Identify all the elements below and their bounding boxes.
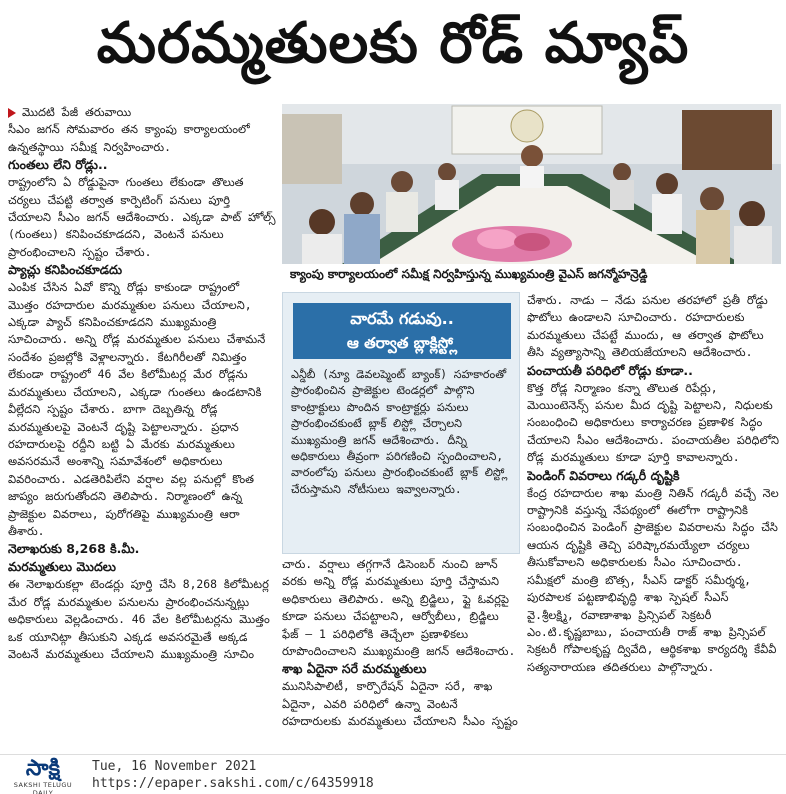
- paragraph: చేశారు. నాడు – నేడు పనుల తరహాలో ప్రతీ రోడ్డు ఫొటోలు ఉండాలని సూచించారు. రహదారులకు మరమ్మతులు చేపట్టే ముందు, ఆ తర్వాత ఫొటోలు తీసి వ్యత్యాసాన్ని తెలియజేయాలని ఆదేశించారు.: [527, 293, 768, 360]
- highlight-title-line2: ఆ తర్వాత బ్లాక్లిస్ట్లో: [346, 334, 458, 352]
- paragraph: ఈ నెలాఖరుకల్లా టెండర్లు పూర్తి చేసి 8,268 కిలోమీటర్ల మేర రోడ్ల మరమ్మతుల పనులను ప్రారంభించనున్నట్లు అధికారులు వెల్లడించారు. 46 వేల కిలోమీటర్లను మొత్తం ఒక యూనిట్గా తీసుకుని ఎక్కడ అవసరమైతే అక్కడ వెంటనే మరమ్మతులు చేయాలని ముఖ్యమంత్రి సూచిం: [8, 577, 270, 661]
- article-column-left: [8, 104, 276, 750]
- subheading: ప్యాచ్లు కనిపించకూడదు: [8, 262, 123, 278]
- epaper-link[interactable]: https://epaper.sakshi.com/c/64359918: [92, 776, 374, 791]
- edition-date: Tue, 16 November 2021: [92, 759, 257, 774]
- headline: మరమ్మతులకు రోడ్ మ్యాప్: [96, 10, 690, 76]
- paragraph: ఎంపిక చేసిన ఏవో కొన్ని రోడ్లు కాకుండా రాష్ట్రంలో మొత్తం రహదారుల మరమ్మతుల పనులు చేయాలని, ఎక్కడా ప్యాచ్ కనిపించకూడదని ముఖ్యమంత్రి సూచించారు. అన్ని రోడ్ల మరమ్మతుల పనులు చేశామనే సందేశం ప్రజల్లోకి వెళ్లాలన్నారు. కేటగిరీలతో నిమిత్తం లేకుండా రాష్ట్రంలో 46 వేల కిలోమీటర్ల మేర రోడ్లను మరమ్మతులు చేయాలని, ఎక్కడా గుంతలు ఉండటానికి వీల్లేదని స్పష్టం చేశారు. బాగా దెబ్బతిన్న రోడ్ల మరమ్మతులపై వెంటనే దృష్టి పెట్టాలన్నారు. ప్రధాన రహదారులపై రద్దీని బట్టి ఏ మేరకు మరమ్మతులు అవసరమనే అంశాన్ని సమావేశంలో అధికారులు వివరించారు. ఎడతెరిపిలేని వర్షాల వల్ల పనుల్లో కొంత జాప్యం జరుగుతోందని తెలిపారు. నిర్మాణంలో ఉన్న ప్రాజెక్టుల వివరాలు, పురోగతిపై ముఖ్యమంత్రి ఆరా తీశారు.: [8, 280, 266, 538]
- highlight-box-title: [293, 303, 511, 359]
- triangle-marker-icon: [8, 108, 16, 118]
- photo-caption: క్యాంపు కార్యాలయంలో సమీక్ష నిర్వహిస్తున్న ముఖ్యమంత్రి వైఎస్ జగన్మోహన్రెడ్డి: [290, 267, 648, 281]
- subheading: పెండింగ్ వివరాలు గడ్కరీ దృష్టికి: [527, 467, 680, 483]
- highlight-box: [282, 292, 520, 554]
- subheading: పంచాయతీ పరిధిలో రోడ్లు కూడా..: [527, 362, 693, 378]
- paragraph: రాష్ట్రంలోని ఏ రోడ్డుపైనా గుంతలు లేకుండా తొలుత చర్యలు చేపట్టి తర్వాత కార్పెటింగ్ పనులు పూర్తి చేయాలని సీఎం జగన్ ఆదేశించారు. ఎక్కడా పాట్ హోల్స్ (గుంతలు) కనిపించకూడదని, వెంటనే పనులు ప్రారంభించాలని స్పష్టం చేశారు.: [8, 175, 276, 259]
- subheading: మరమ్మతులు మొదలు: [8, 559, 116, 575]
- continuation-text: మొదటి పేజీ తరువాయి: [22, 105, 132, 119]
- logo-wordmark: సాక్షి: [25, 756, 61, 781]
- article-column-middle: [282, 556, 520, 750]
- subheading: శాఖ ఏదైనా సరే మరమ్మతులు: [282, 661, 427, 677]
- paragraph: మునిసిపాలిటీ, కార్పొరేషన్ ఏదైనా సరే, శాఖ ఏదైనా, ఎవరి పరిధిలో ఉన్నా వెంటనే రహదారులకు మరమ్మతులు చేయాలని సీఎం స్పష్టం: [282, 679, 518, 729]
- paragraph: సీఎం జగన్ సోమవారం తన క్యాంపు కార్యాలయంలో ఉన్నతస్థాయి సమీక్ష నిర్వహించారు.: [8, 122, 250, 154]
- paragraph: కొత్త రోడ్ల నిర్మాణం కన్నా తొలుత రిపేర్లు, మెయింటెనెన్స్ పనుల మీద దృష్టి పెట్టాలని, నిధులకు సంబంధించి అధికారులు కార్యాచరణ ప్రణాళిక సిద్ధం చేయాలని సీఎం ఆదేశించారు. పంచాయతీల పరిధిలోని రోడ్ల మరమ్మతులు కూడా పూర్తి కావాలన్నారు.: [527, 380, 780, 465]
- continuation-label: [8, 104, 276, 121]
- highlight-box-body: ఎన్డీబీ (న్యూ డెవలప్మెంట్ బ్యాంక్) సహకారంతో ప్రారంభించిన ప్రాజెక్టుల టెండర్లలో పాల్గొని కాంట్రాక్టులు పొందిన కాంట్రాక్టర్లు పనులు ప్రారంభించకుంటే బ్లాక్ లిస్ట్లో చేర్చాలని ముఖ్యమంత్రి జగన్ ఆదేశించారు. దీన్ని అధికారులు తీవ్రంగా పరిగణించి స్పందించాలని, వారంలోపు పనులు ప్రారంభించకుంటే బ్లాక్ లిస్ట్లో చేరుస్తామని నోటీసులు ఇవ్వాలన్నారు.: [291, 368, 508, 496]
- footer: [0, 754, 786, 794]
- subheading: నెలాఖరుకు 8,268 కి.మీ.: [8, 541, 140, 557]
- article-column-right: [527, 292, 781, 750]
- paragraph: కేంద్ర రహదారుల శాఖ మంత్రి నితిన్ గడ్కరీ వచ్చే నెల రాష్ట్రానికి వస్తున్న నేపథ్యంలో ఈలోగా రాష్ట్రానికి సంబంధించిన పెండింగ్ ప్రాజెక్టుల వివరాలను సిద్ధం చేసి ఆయన దృష్టికి తెచ్చి పరిష్కారమయ్యేలా చర్యలు తీసుకోవాలని అధికారులకు సీఎం సూచించారు. సమీక్షలో మంత్రి బొత్స, సీఎస్ డాక్టర్ సమీర్శర్మ, పురపాలక పట్టణాభివృద్ధి శాఖ స్పెషల్ సీఎస్ వై.శ్రీలక్ష్మి, రవాణాశాఖ ప్రిన్సిపల్ సెక్రటరీ ఎం.టి.కృష్ణబాబు, పంచాయతీ రాజ్ శాఖ ప్రిన్సిపల్ సెక్రటరీ గోపాలకృష్ణ ద్వివేది, ఆర్థికశాఖ కార్యదర్శి కేవీవీ సత్యనారాయణ తదితరులు పాల్గొన్నారు.: [527, 485, 779, 674]
- highlight-title-line1: వారమే గడువు..: [350, 309, 454, 328]
- logo-subtitle: SAKSHI TELUGU DAILY: [13, 781, 73, 794]
- paragraph: చారు. వర్షాలు తగ్గగానే డిసెంబర్ నుంచి జూన్ వరకు అన్ని రోడ్ల మరమ్మతులు పూర్తి చేస్తామని అధికారులు తెలిపారు. అన్ని బ్రిడ్జిలు, ఫ్లై ఓవర్లపై కూడా పనులు చేపట్టాలని, ఆర్వోబీలు, బ్రిడ్జిలు ఫేజ్ – 1 పరిధిలోకి తెచ్చేలా ప్రణాళికలు రూపొందించాలని ముఖ్యమంత్రి జగన్ ఆదేశించారు.: [282, 557, 516, 659]
- meeting-photo-illustration: [282, 104, 781, 264]
- sakshi-logo[interactable]: [6, 757, 80, 793]
- footer-info: [92, 758, 374, 792]
- subheading: గుంతలు లేని రోడ్లు..: [8, 157, 108, 173]
- meeting-photo: [282, 104, 781, 264]
